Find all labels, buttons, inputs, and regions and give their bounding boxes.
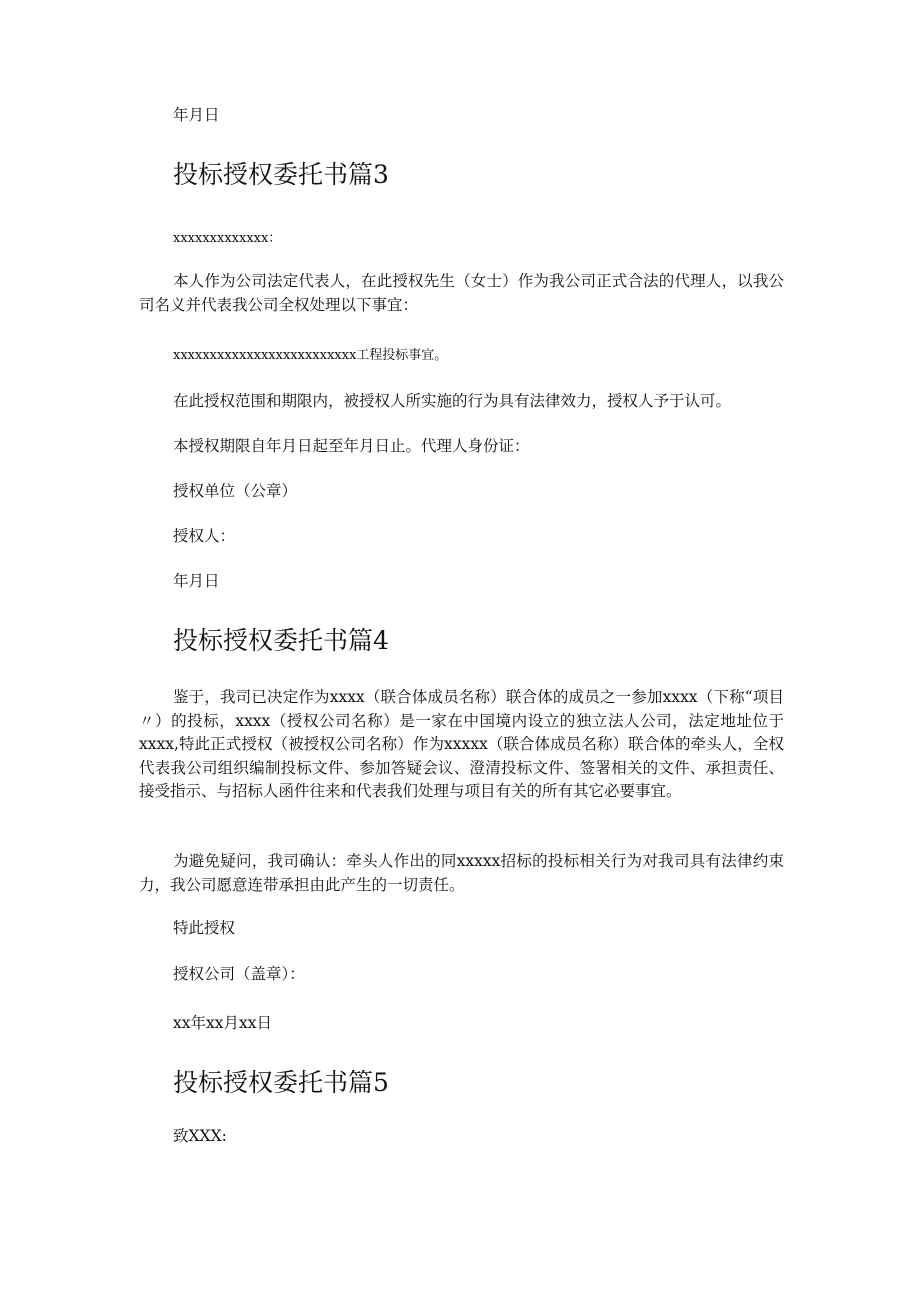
section-3-unit: 授权单位（公章） [173,482,298,500]
section-3-grantor: 授权人： [173,527,236,545]
section-4-date: xx年xx月xx日 [173,1014,272,1032]
section-4-paragraph-1: 鉴于，我司已决定作为xxxx（联合体成员名称）联合体的成员之一参加xxxx（下称“项目〃）的投标，xxxx（授权公司名称）是一家在中国境内设立的独立法人公司，法定地址位于xxxx,特此正式授权（被授权公司名称）作为xxxxx（联合体成员名称）联合体的牵头人，全权代表我公司组织编制投标文件、参加答疑会议、澄清投标文件、签署相关的文件、承担责任、接受指示、与招标人函件往来和代表我们处理与项目有关的所有其它必要事宜。 [139,688,784,800]
section-3-date: 年月日 [173,572,220,590]
section-3-heading: 投标授权委托书篇3 [173,160,389,189]
section-4-company: 授权公司（盖章）： [173,965,305,983]
section-4-paragraph-2: 为避免疑问，我司确认：牵头人作出的同xxxxx招标的投标相关行为对我司具有法律约束力，我公司愿意连带承担由此产生的一切责任。 [139,852,784,894]
date-line: 年月日 [173,106,220,124]
section-4-heading: 投标授权委托书篇4 [173,626,389,655]
section-5-salutation: 致XXX: [173,1127,227,1145]
section-3-period: 本授权期限自年月日起至年月日止。代理人身份证： [173,437,530,455]
section-4-special: 特此授权 [173,919,236,937]
section-5-heading: 投标授权委托书篇5 [173,1068,389,1097]
section-3-item: xxxxxxxxxxxxxxxxxxxxxxxxx工程投标事宜。 [173,348,448,363]
section-3-salutation: xxxxxxxxxxxxx： [173,231,282,246]
section-3-paragraph-2: 在此授权范围和期限内，被授权人所实施的行为具有法律效力，授权人予于认可。 [173,392,732,410]
section-3-paragraph-1: 本人作为公司法定代表人，在此授权先生（女士）作为我公司正式合法的代理人，以我公司名义并代表我公司全权处理以下事宜： [139,272,784,314]
